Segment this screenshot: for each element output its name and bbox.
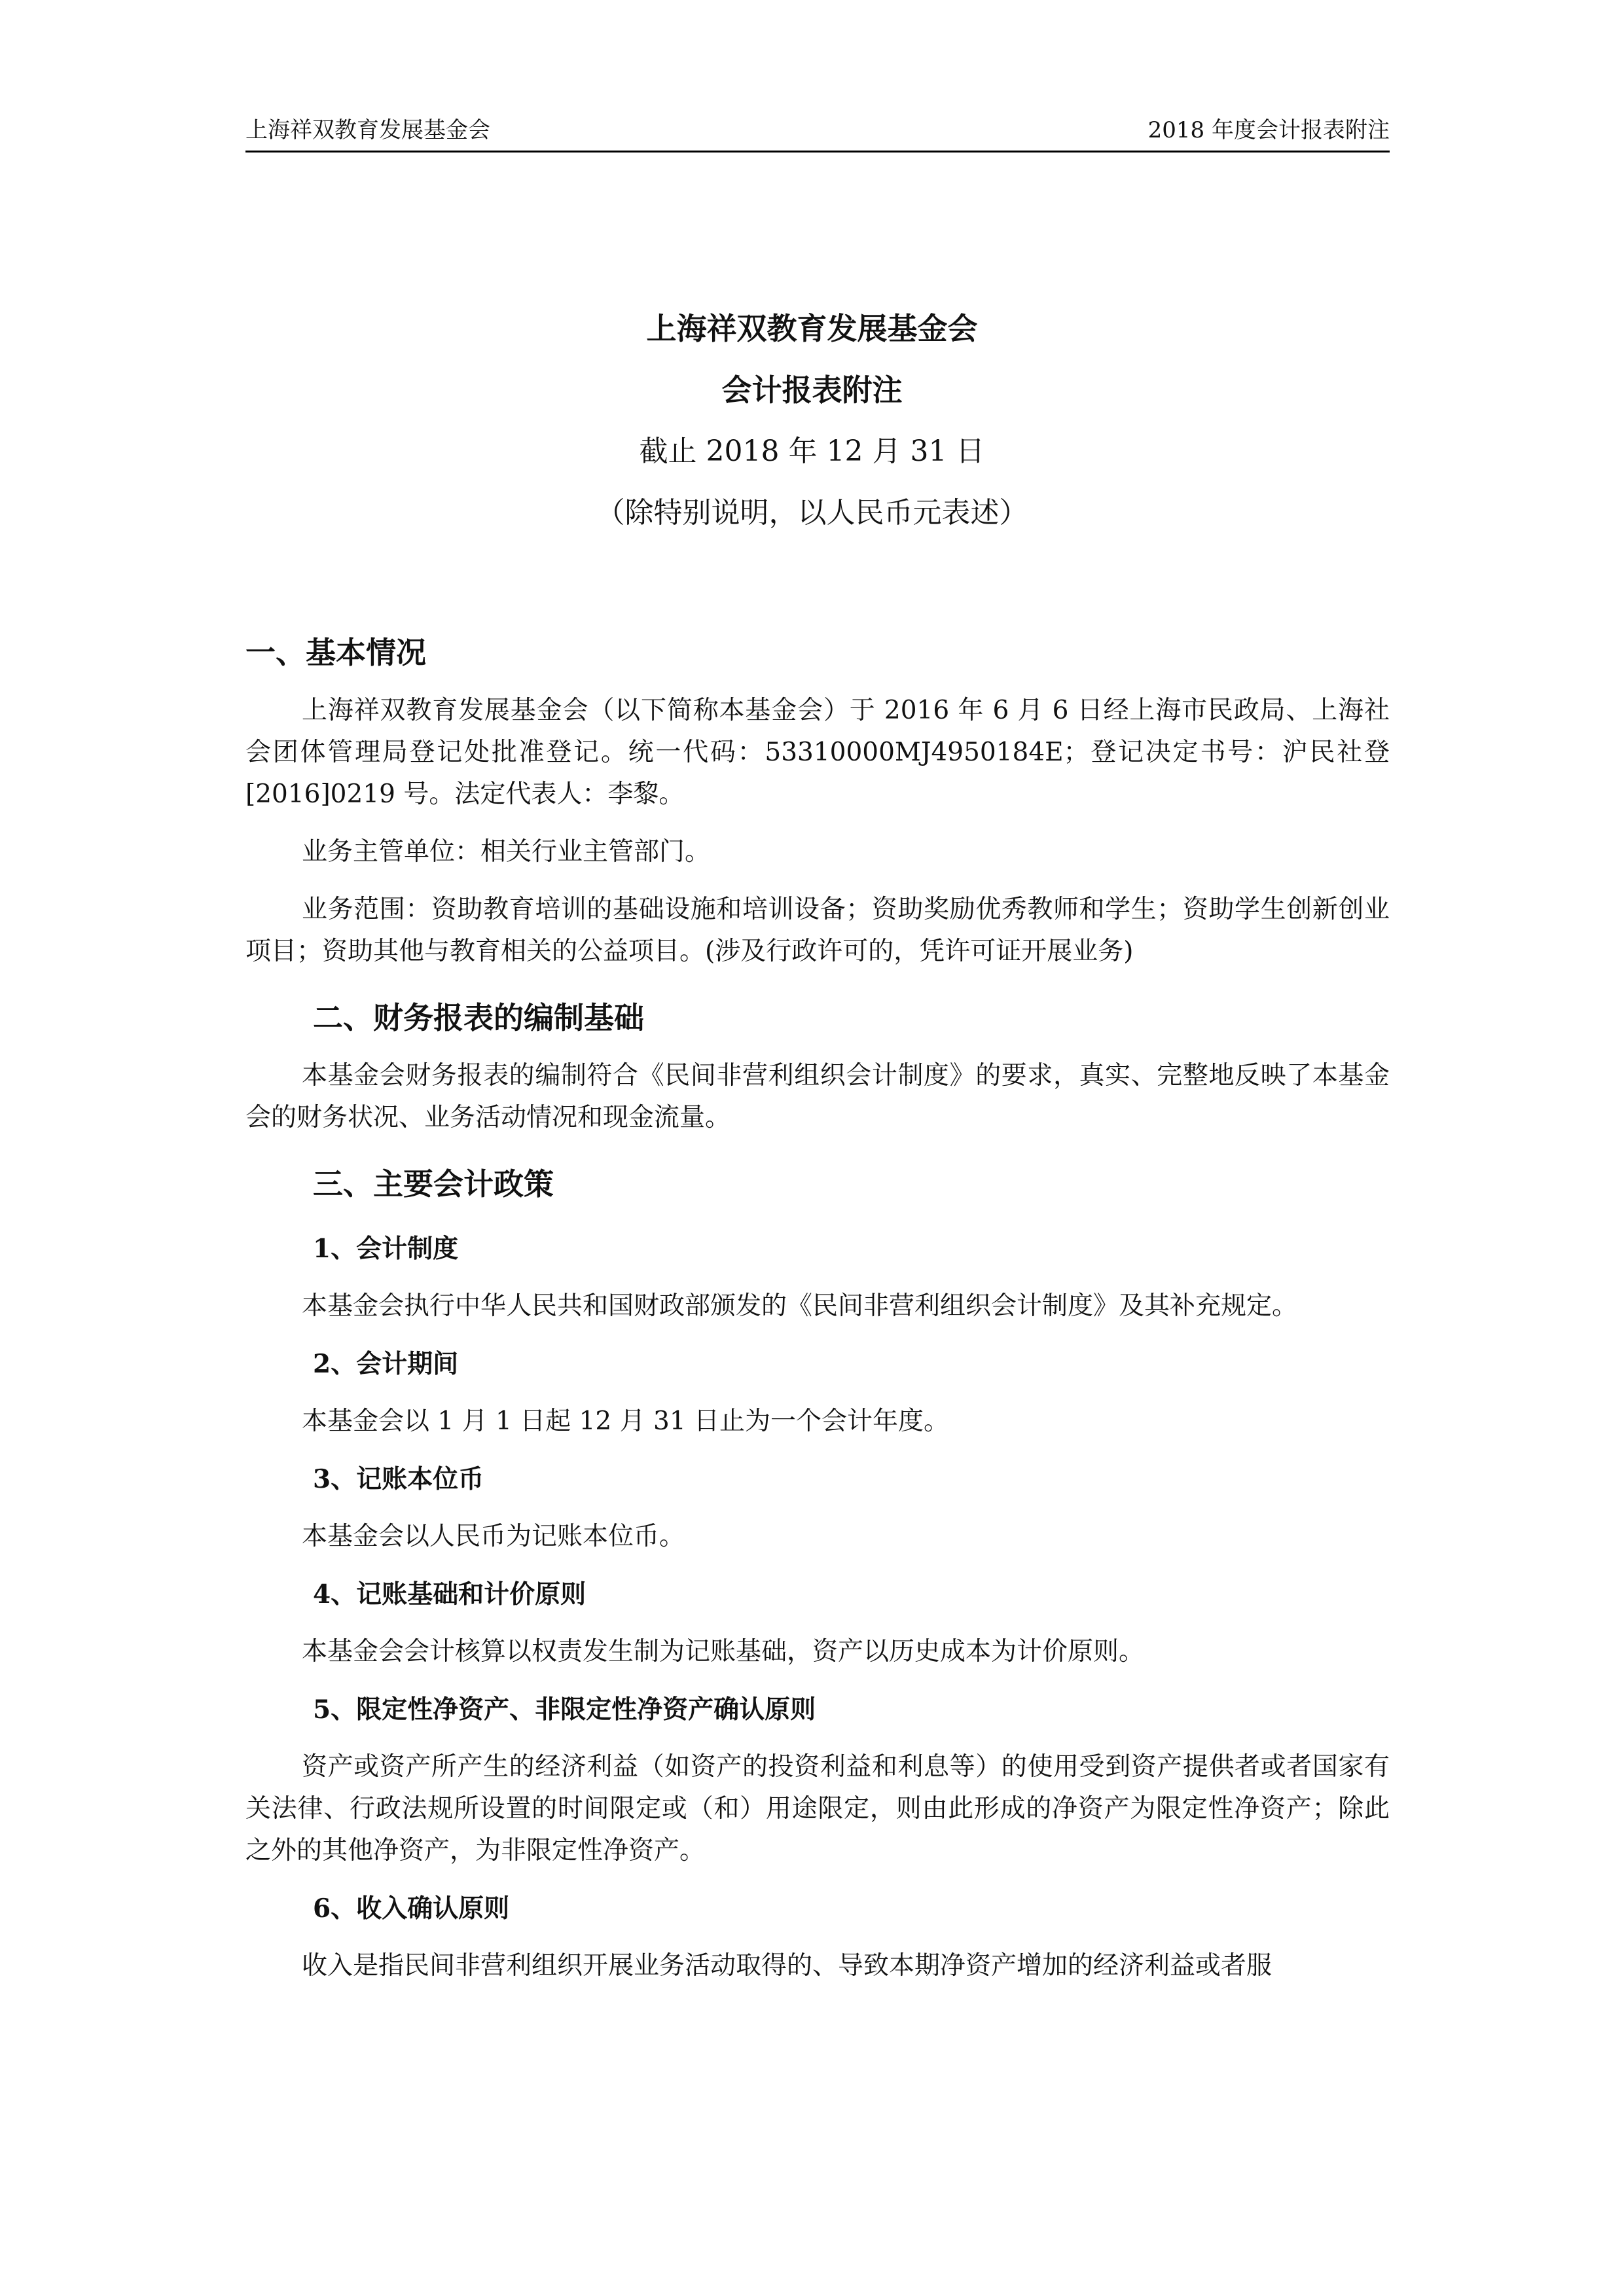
title-note: （除特别说明，以人民币元表述） [596,496,1028,529]
title-org: 上海祥双教育发展基金会 [646,311,978,346]
title-date: 截止 2018 年 12 月 31 日 [639,435,985,468]
page-header [245,113,1390,152]
subsection-6-text: 收入是指民间非营利组织开展业务活动取得的、导致本期净资产增加的经济利益或者服 [302,1951,1272,1981]
section-3-heading: 三、主要会计政策 [313,1166,554,1202]
subsection-4-text: 本基金会会计核算以权责发生制为记账基础，资产以历史成本为计价原则。 [302,1637,1145,1666]
subsection-5-text: 资产或资产所产生的经济利益（如资产的投资利益和利息等）的使用受到资产提供者或者国家有关法律、行政法规所设置的时间限定或（和）用途限定，则由此形成的净资产为限定性净资产；除此之外的其他净资产，为非限定性净资产。 [245,1752,1390,1865]
subsection-5-heading: 5、限定性净资产、非限定性净资产确认原则 [313,1695,816,1725]
section-1-paragraph-2: 业务主管单位：相关行业主管部门。 [302,837,711,867]
subsection-3-text: 本基金会以人民币为记账本位币。 [302,1522,685,1551]
section-2-heading: 二、财务报表的编制基础 [313,1000,644,1035]
title-doc: 会计报表附注 [721,372,903,408]
title-block [0,298,1624,544]
subsection-2-heading: 2、会计期间 [313,1349,459,1379]
subsection-6-heading: 6、收入确认原则 [313,1893,510,1924]
subsection-1-text: 本基金会执行中华人民共和国财政部颁发的《民间非营利组织会计制度》及其补充规定。 [302,1291,1298,1321]
section-1-heading: 一、基本情况 [245,635,426,670]
section-1-paragraph-1: 上海祥双教育发展基金会（以下简称本基金会）于 2016 年 6 月 6 日经上海市民政局、上海社会团体管理局登记处批准登记。统一代码：53310000MJ4950184E；登记决定书号：沪民社登[2016]0219 号。法定代表人：李黎。 [245,696,1390,809]
subsection-4-heading: 4、记账基础和计价原则 [313,1579,586,1609]
subsection-2-text: 本基金会以 1 月 1 日起 12 月 31 日止为一个会计年度。 [302,1407,950,1436]
document-body [245,623,1390,2003]
subsection-3-heading: 3、记账本位币 [313,1464,484,1494]
subsection-1-heading: 1、会计制度 [313,1234,459,1264]
header-doc-title: 2018 年度会计报表附注 [1147,117,1390,143]
header-org-name: 上海祥双教育发展基金会 [245,117,490,143]
section-2-paragraph-1: 本基金会财务报表的编制符合《民间非营利组织会计制度》的要求，真实、完整地反映了本基金会的财务状况、业务活动情况和现金流量。 [245,1061,1390,1132]
section-1-paragraph-3: 业务范围：资助教育培训的基础设施和培训设备；资助奖励优秀教师和学生；资助学生创新创业项目；资助其他与教育相关的公益项目。(涉及行政许可的，凭许可证开展业务) [245,895,1390,966]
